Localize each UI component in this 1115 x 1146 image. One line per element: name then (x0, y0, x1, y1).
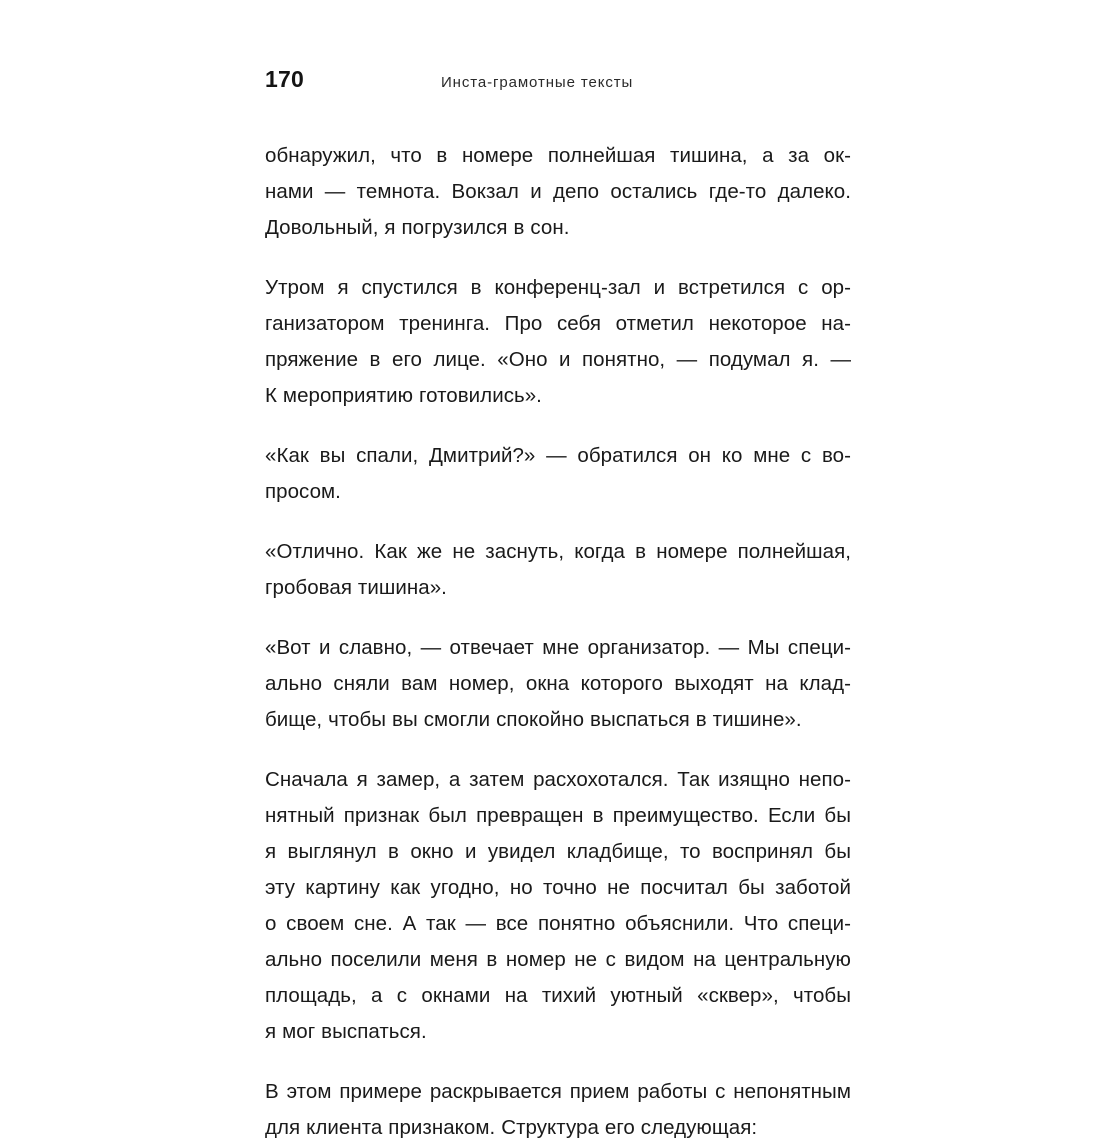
text-line: для клиента признаком. Структура его следующая: (265, 1116, 758, 1139)
paragraph (265, 438, 851, 510)
text-line: площадь, а с окнами на тихий уютный «сквер», чтобы (265, 984, 851, 1007)
text-line: гробовая тишина». (265, 576, 447, 599)
text-line: «Вот и славно, — отвечает мне организатор. — Мы специ- (265, 636, 851, 659)
text-line: бище, чтобы вы смогли спокойно выспаться в тишине». (265, 708, 802, 731)
text-line: ально сняли вам номер, окна которого выходят на клад- (265, 672, 851, 695)
paragraph (265, 1074, 851, 1146)
text-line: ально поселили меня в номер не с видом на центральную (265, 948, 851, 971)
text-line: «Как вы спали, Дмитрий?» — обратился он ко мне с во- (265, 444, 851, 467)
text-line: В этом примере раскрывается прием работы с непонятным (265, 1080, 851, 1103)
body-text (265, 138, 851, 1146)
text-line: ганизатором тренинга. Про себя отметил некоторое на- (265, 312, 851, 335)
paragraph (265, 762, 851, 1050)
text-line: обнаружил, что в номере полнейшая тишина, а за ок- (265, 144, 851, 167)
paragraph (265, 270, 851, 414)
text-line: я выглянул в окно и увидел кладбище, то воспринял бы (265, 840, 851, 863)
text-line: «Отлично. Как же не заснуть, когда в номере полнейшая, (265, 540, 851, 563)
page-number: 170 (265, 66, 304, 92)
text-line: К мероприятию готовились». (265, 384, 542, 407)
text-line: нами — темнота. Вокзал и депо остались где-то далеко. (265, 180, 851, 203)
running-title: Инста-грамотные тексты (440, 74, 634, 91)
paragraph (265, 630, 851, 738)
page-header (265, 68, 850, 98)
paragraph (265, 138, 851, 246)
text-line: нятный признак был превращен в преимущество. Если бы (265, 804, 851, 827)
paragraph (265, 534, 851, 606)
text-line: я мог выспаться. (265, 1020, 427, 1043)
text-line: пряжение в его лице. «Оно и понятно, — подумал я. — (265, 348, 851, 371)
text-line: о своем сне. А так — все понятно объяснили. Что специ- (265, 912, 851, 935)
text-line: эту картину как угодно, но точно не посчитал бы заботой (265, 876, 851, 899)
text-line: Довольный, я погрузился в сон. (265, 216, 570, 239)
text-line: Сначала я замер, а затем расхохотался. Так изящно непо- (265, 768, 851, 791)
text-line: Утром я спустился в конференц-зал и встретился с ор- (265, 276, 851, 299)
text-line: просом. (265, 480, 341, 503)
